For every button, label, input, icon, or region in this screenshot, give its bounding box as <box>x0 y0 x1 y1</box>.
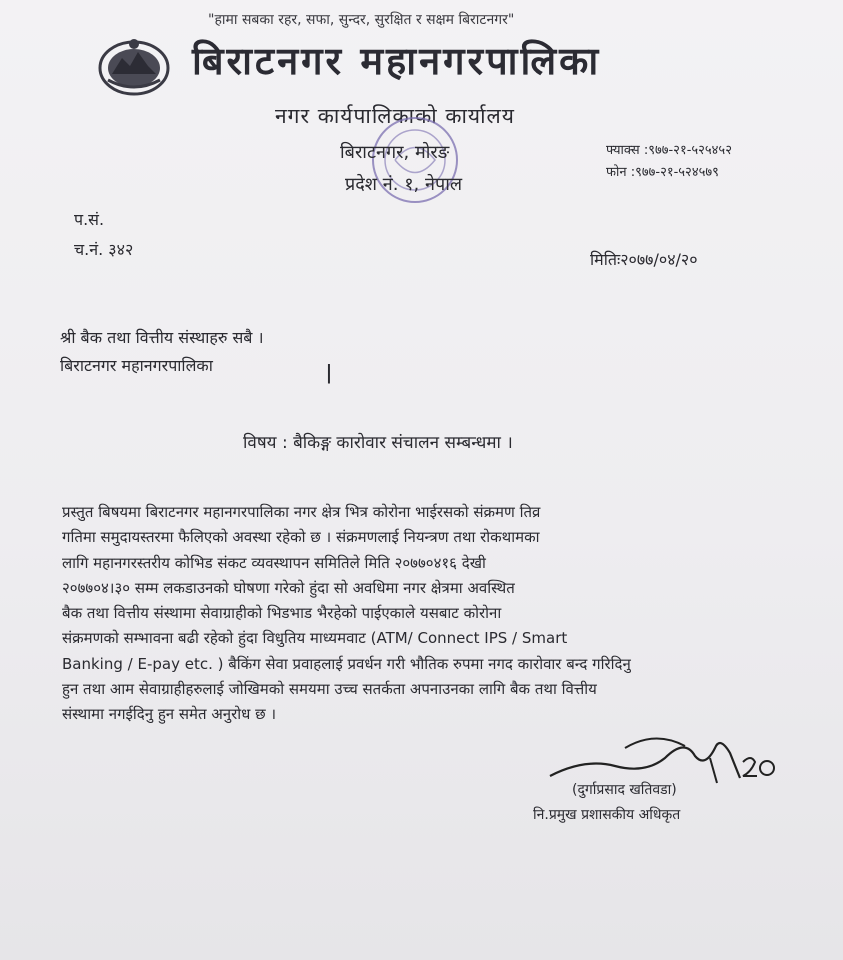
handwritten-signature <box>545 728 785 788</box>
body-line: संस्थामा नगईदिनु हुन समेत अनुरोध छ । <box>62 705 277 724</box>
letterhead-slogan: "हामा सबका रहर, सफा, सुन्दर, सुरक्षित र सक्षम बिराटनगर" <box>208 12 515 28</box>
body-line: बैक तथा वित्तीय संस्थामा सेवाग्राहीको भिडभाड भैरहेको पाईएकाले यसबाट कोरोना <box>62 604 502 623</box>
recipient-line-2: बिराटनगर महानगरपालिका <box>60 356 213 375</box>
signatory-name: (दुर्गाप्रसाद खतिवडा) <box>572 782 677 798</box>
body-line: २०७७०४।३० सम्म लकडाउनको घोषणा गरेको हुंदा सो अवधिमा नगर क्षेत्रमा अवस्थित <box>62 578 515 597</box>
letter-number-label: प.सं. <box>74 210 105 229</box>
body-line: प्रस्तुत बिषयमा बिराटनगर महानगरपालिका नगर क्षेत्र भित्र कोरोना भाईरसको संक्रमण तिव्र <box>62 503 541 521</box>
handwritten-mark: ǀ <box>326 360 332 384</box>
fax-number: फ्याक्स :९७७-२१-५२५४५२ <box>606 143 732 158</box>
org-name: बिराटनगर महानगरपालिका <box>192 39 602 83</box>
letter-subject: विषय : बैकिङ्ग कारोवार संचालन सम्बन्धमा । <box>243 433 513 453</box>
address-line-1: बिराटनगर, मोरङ <box>340 142 450 163</box>
phone-number: फोन :९७७-२१-५२४५७९ <box>606 165 719 180</box>
body-line: हुन तथा आम सेवाग्राहीहरुलाई जोखिमको समयमा उच्च सतर्कता अपनाउनका लागि बैक तथा वित्तीय <box>62 680 597 699</box>
letter-date: मितिः२०७७/०४/२० <box>590 250 698 269</box>
office-name: नगर कार्यपालिकाको कार्यालय <box>275 104 515 128</box>
dispatch-number: च.नं. ३४२ <box>74 240 134 259</box>
body-line: गतिमा समुदायस्तरमा फैलिएको अवस्था रहेको छ । संक्रमणलाई नियन्त्रण तथा रोकथामका <box>62 528 540 547</box>
signatory-designation: नि.प्रमुख प्रशासकीय अधिकृत <box>533 807 681 823</box>
nepal-emblem-icon <box>98 36 170 96</box>
letter-body <box>62 500 774 728</box>
body-line: Banking / E-pay etc. ) बैकिंग सेवा प्रवाहलाई प्रवर्धन गरी भौतिक रुपमा नगद कारोवार बन्द गरिदिनु <box>62 654 631 673</box>
address-line-2: प्रदेश नं. १, नेपाल <box>345 174 463 195</box>
body-line: संक्रमणको सम्भावना बढी रहेको हुंदा विधुतिय माध्यमवाट (ATM/ Connect IPS / Smart <box>62 629 568 648</box>
recipient-line-1: श्री बैक तथा वित्तीय संस्थाहरु सबै । <box>60 328 264 347</box>
body-line: लागि महानगरस्तरीय कोभिड संकट व्यवस्थापन समितिले मिति २०७७०४१६ देखी <box>62 553 486 572</box>
